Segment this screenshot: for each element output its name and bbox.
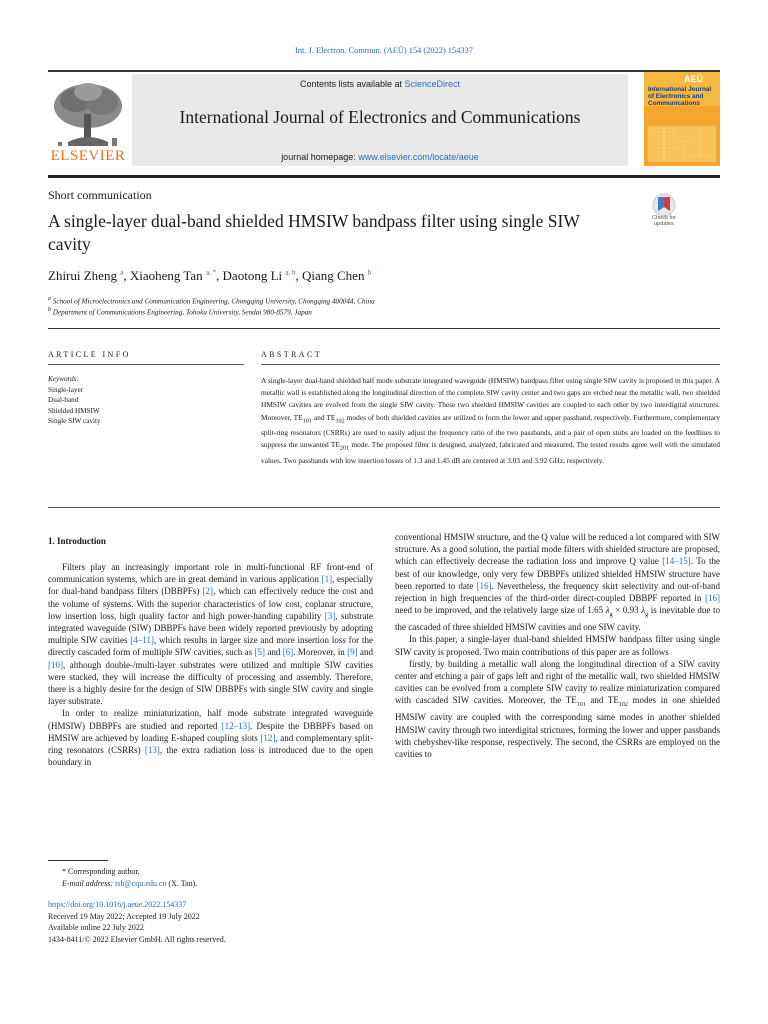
reference-link[interactable]: [5]: [254, 647, 266, 658]
footnote: * Corresponding author. E-mail address: tsh@cqu.edu.cn (X. Tan).: [62, 867, 198, 888]
online-date: Available online 22 July 2022: [48, 923, 144, 932]
elsevier-wordmark: ELSEVIER: [50, 148, 126, 164]
masthead-bottom-rule: [48, 175, 720, 178]
keyword: Single-layer: [48, 385, 84, 394]
abstract-heading: ABSTRACT: [261, 350, 322, 359]
crossmark-button[interactable]: [645, 193, 683, 231]
author-email-link[interactable]: tsh@cqu.edu.cn: [115, 879, 167, 888]
body-paragraph: firstly, by building a metallic wall along the longitudinal direction of a SIW cavity center and etching a pair of gaps left and right of the metallic wall, two shielded HMSIW cavities can be evolved from a complete SIW cavity to realize miniaturization compared with cascaded SIW cavities. Moreover, the $TE_{101}$ and $TE_{102}$ modes in one shielded HMSIW cavity are coupled with the corresponding same modes in another shielded HMSIW cavity through two interdigital strictures, forming the lower and upper passbands with chebyshev-like response, respectively. The second, the CSRRs are employed on the cavities to: [395, 658, 720, 760]
reference-link[interactable]: [9]: [347, 647, 358, 658]
reference-link[interactable]: [4–11]: [130, 635, 154, 646]
crossmark-label: Check for updates: [652, 215, 676, 227]
abstract-rule: [261, 364, 720, 365]
keyword: Dual-band: [48, 396, 79, 404]
reference-link[interactable]: [12–13]: [221, 720, 251, 731]
body-paragraph: In order to realize miniaturization, half mode substrate integrated waveguide (HMSIW) DBBPFs are studied and reported [12–13]. Despite the DBBPFs based on HMSIW are achieved by loading E-shaped coupling slots [12], and complementary split-ring resonators (CSRRs) [13], the extra radiation loss is introduced due to the open boundary in: [48, 708, 373, 768]
section-heading: 1. Introduction: [48, 536, 106, 546]
body-paragraph: conventional HMSIW structure, and the Q value will be reduced a lot compared with SIW structure. As a good solution, the partial mode filters with shielded structure are proposed, which can effectively decrease the radiation loss and improve Q value [14–15]. To the best of our knowledge, only very few DBBPFs utilized shielded HMSIW structure have been reported to date [16]. Nevertheless, the frequency skirt selectivity and out-of-band rejection in high frequencies of the third-order direct-coupled DBBPF reported in [16] need to be improved, and the relatively large size of 1.65 $\lambda_g \times 0.93$ $\lambda_g$ is inevitable due to the cascaded of three shielded HMSIW cavities and one SIW cavity.: [395, 532, 721, 633]
author-name[interactable]: Daotong Li: [222, 268, 283, 283]
keyword: Shielded HMSIW: [48, 406, 100, 415]
reference-link[interactable]: [16]: [476, 580, 492, 591]
reference-link[interactable]: [13]: [144, 745, 160, 756]
keywords-block: [48, 374, 101, 427]
body-column-right: [395, 531, 720, 760]
article-type: Short communication: [48, 188, 152, 202]
contents-line: Contents lists available at ScienceDirect: [299, 79, 461, 89]
journal-cover[interactable]: [644, 72, 720, 166]
author-affiliation-mark[interactable]: b: [367, 268, 372, 277]
author-affiliation-mark[interactable]: a: [120, 268, 124, 277]
keywords-label: Keywords:: [48, 375, 79, 383]
reference-link[interactable]: [2]: [202, 586, 214, 597]
author-list: Zhirui Zheng $^a$, Xiaoheng Tan $^{a, *}$, Daotong Li $^{a, b}$, Qiang Chen $^b$: [48, 268, 372, 283]
reference-link[interactable]: [16]: [705, 593, 720, 604]
author-name[interactable]: Xiaoheng Tan: [129, 268, 203, 283]
journal-citation[interactable]: Int. J. Electron. Commun. (AEÜ) 154 (2022) 154337: [295, 46, 473, 55]
abstract-bottom-rule: [48, 507, 720, 508]
reference-link[interactable]: [3]: [324, 610, 336, 621]
abstract-text: A single-layer dual-band shielded half mode substrate integrated waveguide (HMSIW) bandpass filter using single SIW cavity is proposed in this paper. A metallic wall is established along the longitudinal direction of the complete SIW cavity center and two gaps are etched near the metallic wall, two shielded HMSIW cavities are evolved from the single SIW cavity. These two shielded HMSIW cavities are coupled to each other by two interdigital structures. Moreover, $TE_{101}$ and $TE_{102}$ modes of both shielded cavities are utilized to form the lower and upper passband, respectively. Furthermore, complementary split-ring resonators (CSRRs) are used to easily adjust the frequency ratio of the two passbands, and a pair of open stubs are loaded on the feedlines to suppress the unwanted $TE_{201}$ mode. The proposed filter is designed, analyzed, fabricated and measured. The tested results agree well with the simulated values. Two passbands with low insertion losses of 1.3 and 1.45 dB are centered at 3.03 and 3.92 GHz, respectively.: [261, 376, 721, 466]
journal-homepage-link[interactable]: www.elsevier.com/locate/aeue: [358, 152, 479, 162]
reference-link[interactable]: [10]: [48, 659, 63, 670]
copyright: 1434-8411/© 2022 Elsevier GmbH. All rights reserved.: [48, 934, 226, 944]
elsevier-logo[interactable]: [48, 76, 128, 164]
affiliation: $^b$ Department of Communications Engineering, Tohoku University, Sendai 980-8579, Japan: [48, 307, 312, 317]
homepage-line: journal homepage: www.elsevier.com/locate/aeue: [281, 152, 479, 162]
reference-link[interactable]: [14–15]: [662, 556, 691, 567]
cover-mark: AEÜ: [684, 74, 704, 84]
masthead-top-rule: [48, 70, 720, 72]
author-name[interactable]: Qiang Chen: [301, 268, 365, 283]
article-info-heading: ARTICLE INFO: [48, 350, 131, 359]
footnote-rule: [48, 860, 108, 861]
keyword: Single SIW cavity: [48, 417, 101, 425]
cover-title: International Journal of Electronics and Communications: [648, 86, 712, 107]
reference-link[interactable]: [12]: [260, 732, 276, 743]
author-affiliation-mark[interactable]: a, *: [205, 268, 217, 277]
affiliation-rule: [48, 328, 720, 329]
article-title: A single-layer dual-band shielded HMSIW bandpass filter using single SIW cavity: [48, 211, 580, 254]
affiliation: $^a$ School of Microelectronics and Communication Engineering, Chongqing University, Chongqing 400044, China: [48, 296, 375, 306]
doi-link[interactable]: https://doi.org/10.1016/j.aeue.2022.154337: [48, 900, 187, 909]
article-info-rule: [48, 364, 244, 365]
author-name[interactable]: Zhirui Zheng: [48, 268, 117, 283]
reference-link[interactable]: [1]: [321, 574, 333, 585]
journal-title: International Journal of Electronics and Communications: [179, 107, 581, 127]
sciencedirect-link[interactable]: ScienceDirect: [404, 79, 461, 89]
received-date: Received 19 May 2022; Accepted 19 July 2022: [48, 911, 200, 921]
author-affiliation-mark[interactable]: a, b: [285, 268, 296, 277]
body-column-left: [48, 561, 373, 768]
publication-info: [48, 899, 226, 945]
body-paragraph: Filters play an increasingly important role in multi-functional RF front-end of communication systems, which are in great demand in various application [1], especially for dual-band bandpass filters (DBBPFs) [2], which can effectively reduce the cost and the volume of systems. With the superior characteristics of low cost, coplanar structure, low insertion loss, high quality factor and high power-handing capability [3], substrate integrated waveguide (SIW) DBBPFs have been widely reported previously by adopting multiple SIW cavities [4–11], which results in larger size and more insertion loss for the directly cascaded form of multiple SIW cavities, such as [5] and [6]. Moreover, in [9] and [10], although double-/multi-layer substrates were utilized and multiple SIW cavities were stacked, they will increase the difficulty of processing and assembly. Therefore, there is a highly desire for the design of SIW DBBPFs with single SIW cavity and single layer substrate.: [48, 562, 374, 707]
body-paragraph: In this paper, a single-layer dual-band shielded HMSIW bandpass filter using single SIW cavity is proposed. Two main contributions of this paper are as follows: [395, 634, 720, 657]
reference-link[interactable]: [6]: [282, 647, 294, 658]
